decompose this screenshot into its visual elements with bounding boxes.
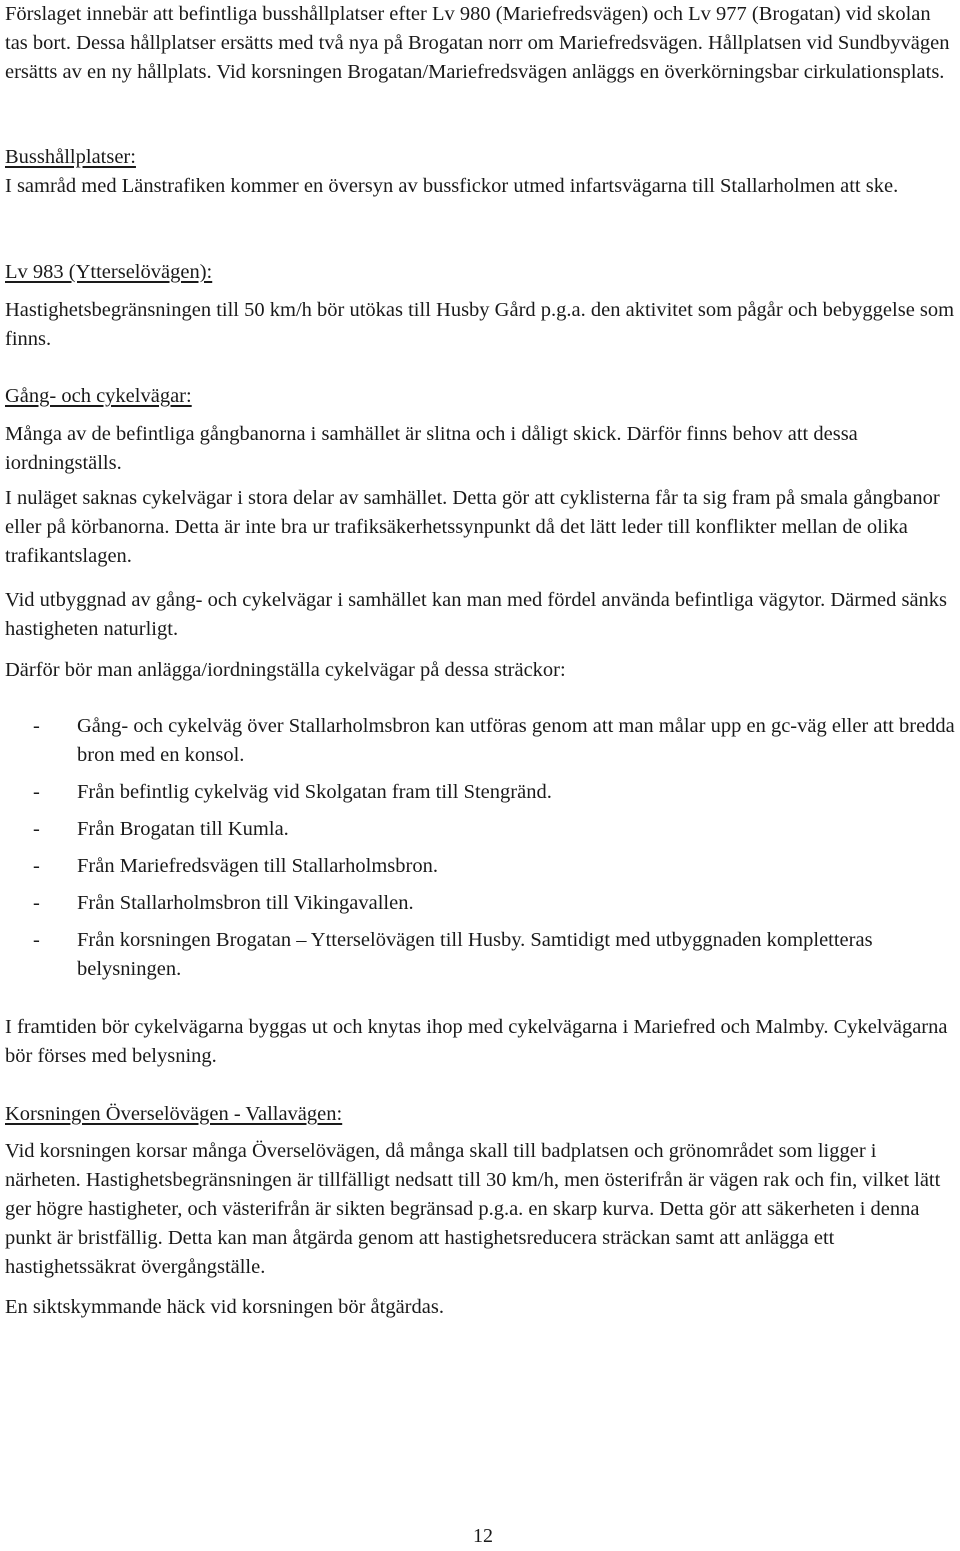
gc-paragraph-4: Därför bör man anlägga/iordningställa cykelvägar på dessa sträckor: bbox=[5, 659, 566, 681]
list-dash: - bbox=[33, 715, 40, 737]
gc-paragraph-2: I nuläget saknas cykelvägar i stora delar av samhället. Detta gör att cyklisterna får ta sig fram på smala gångbanor eller på körbanorna. Detta är inte bra ur trafiksäkerhetssynpunkt då det lätt leder till konflikter mellan de olika trafikantslagen. bbox=[5, 487, 940, 567]
list-item bbox=[5, 815, 955, 844]
list-dash: - bbox=[33, 781, 40, 803]
section-heading-busshallplatser: Busshållplatser: bbox=[5, 146, 136, 168]
cykelvag-list bbox=[5, 712, 955, 992]
busshallplatser-paragraph: I samråd med Länstrafiken kommer en översyn av bussfickor utmed infartsvägarna till Stallarholmen att ske. bbox=[5, 175, 899, 197]
list-dash: - bbox=[33, 929, 40, 951]
list-item-text: Från Mariefredsvägen till Stallarholmsbron. bbox=[77, 855, 438, 877]
list-item bbox=[5, 712, 955, 770]
list-dash: - bbox=[33, 892, 40, 914]
list-dash: - bbox=[33, 855, 40, 877]
future-paragraph: I framtiden bör cykelvägarna byggas ut och knytas ihop med cykelvägarna i Mariefred och Malmby. Cykelvägarna bör förses med belysning. bbox=[5, 1016, 948, 1067]
list-item-text: Gång- och cykelväg över Stallarholmsbron kan utföras genom att man målar upp en gc-väg eller att bredda bron med en konsol. bbox=[77, 715, 955, 766]
list-item bbox=[5, 852, 955, 881]
korsningen-paragraph: Vid korsningen korsar många Överselövägen, då många skall till badplatsen och grönområdet som ligger i närheten. Hastighetsbegränsningen är tillfälligt nedsatt till 30 km/h, men österifrån är vägen rak och fin, vilket lätt ger högre hastigheter, och västerifrån är sikten begränsad p.g.a. en skarp kurva. Detta gör att säkerheten i denna punkt är bristfällig. Detta kan man åtgärda genom att hastighetsreducera sträckan samt att anlägga ett hastighetssäkrat övergångställe. bbox=[5, 1140, 941, 1278]
list-item-text: Från befintlig cykelväg vid Skolgatan fram till Stengränd. bbox=[77, 781, 552, 803]
list-item-text: Från Stallarholmsbron till Vikingavallen. bbox=[77, 892, 414, 914]
page-number: 12 bbox=[473, 1525, 493, 1547]
list-item bbox=[5, 778, 955, 807]
list-item bbox=[5, 926, 955, 984]
closing-paragraph: En siktskymmande häck vid korsningen bör åtgärdas. bbox=[5, 1296, 444, 1318]
intro-paragraph: Förslaget innebär att befintliga busshållplatser efter Lv 980 (Mariefredsvägen) och Lv 977 (Brogatan) vid skolan tas bort. Dessa hållplatser ersätts med två nya på Brogatan norr om Mariefredsvägen. Hållplatsen vid Sundbyvägen ersätts av en ny hållplats. Vid korsningen Brogatan/Mariefredsvägen anläggs en överkörningsbar cirkulationsplats. bbox=[5, 3, 950, 83]
section-heading-gang-och-cykelvagar: Gång- och cykelvägar: bbox=[5, 385, 192, 407]
list-item-text: Från Brogatan till Kumla. bbox=[77, 818, 289, 840]
list-item-text: Från korsningen Brogatan – Ytterselövägen till Husby. Samtidigt med utbyggnaden kompletteras belysningen. bbox=[77, 929, 873, 980]
gc-paragraph-3: Vid utbyggnad av gång- och cykelvägar i samhället kan man med fördel använda befintliga vägytor. Därmed sänks hastigheten naturligt. bbox=[5, 589, 948, 640]
list-item bbox=[5, 889, 955, 918]
section-heading-korsningen: Korsningen Överselövägen - Vallavägen: bbox=[5, 1103, 343, 1125]
lv983-paragraph: Hastighetsbegränsningen till 50 km/h bör utökas till Husby Gård p.g.a. den aktivitet som pågår och bebyggelse som finns. bbox=[5, 299, 955, 350]
list-dash: - bbox=[33, 818, 40, 840]
section-heading-lv983: Lv 983 (Ytterselövägen): bbox=[5, 261, 213, 283]
gc-paragraph-1: Många av de befintliga gångbanorna i samhället är slitna och i dåligt skick. Därför finns behov att dessa iordningställs. bbox=[5, 423, 858, 474]
